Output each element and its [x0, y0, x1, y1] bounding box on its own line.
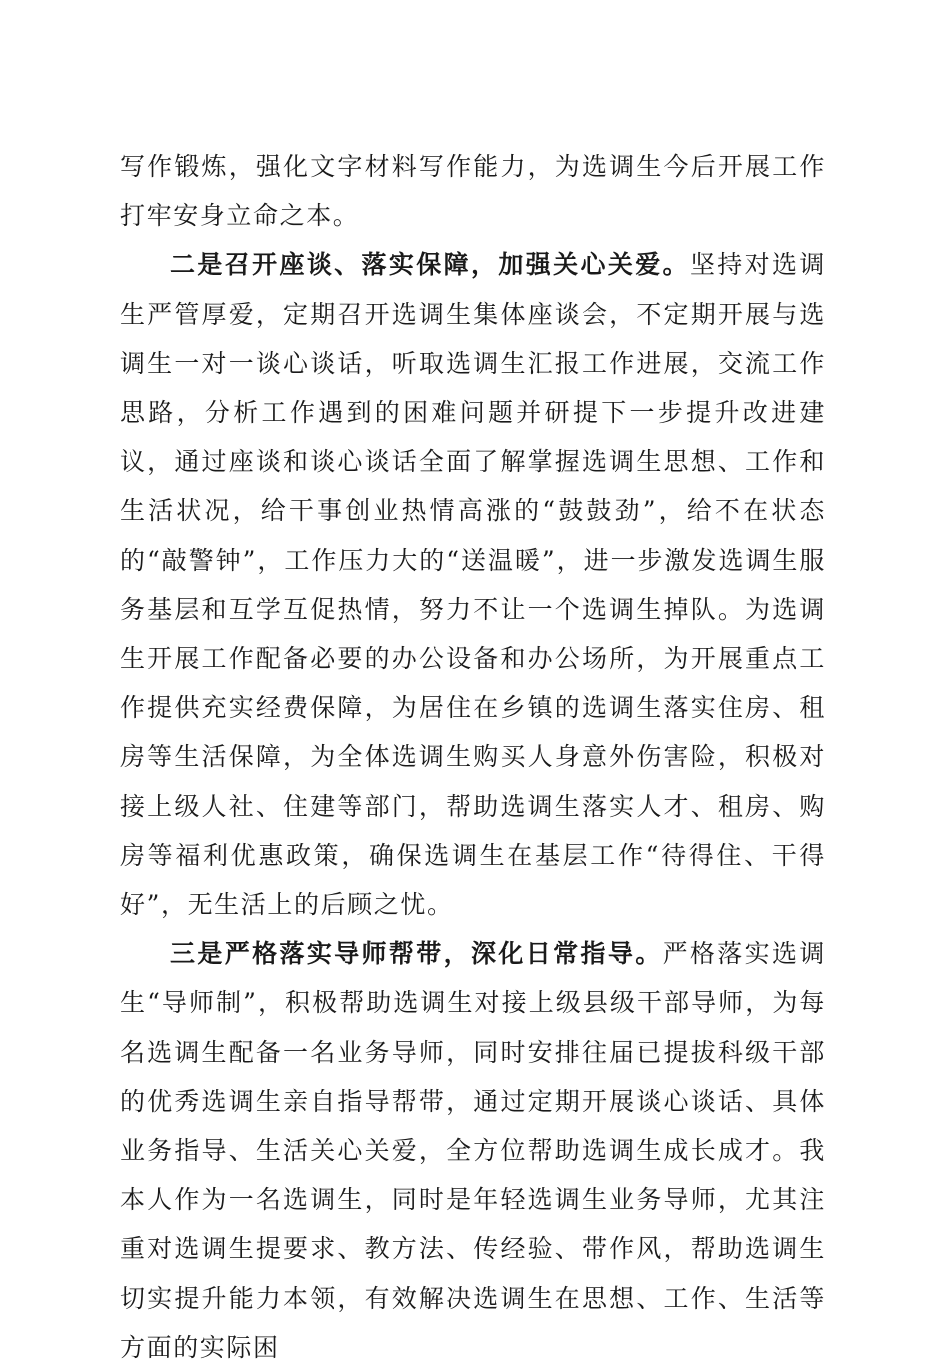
paragraph-lead-heading: 二是召开座谈、落实保障，加强关心关爱。	[170, 250, 690, 280]
paragraph-continuation	[120, 142, 826, 240]
paragraph-point-three	[120, 929, 826, 1372]
paragraph-body: 严格落实选调生“导师制”，积极帮助选调生对接上级县级干部导师，为每名选调生配备一名业务导师，同时安排往届已提拔科级干部的优秀选调生亲自指导帮带，通过定期开展谈心谈话、具体业务指导、生活关心关爱，全方位帮助选调生成长成才。我本人作为一名选调生，同时是年轻选调生业务导师，尤其注重对选调生提要求、教方法、传经验、带作风，帮助选调生切实提升能力本领，有效解决选调生在思想、工作、生活等方面的实际困	[120, 939, 826, 1362]
paragraph-body: 写作锻炼，强化文字材料写作能力，为选调生今后开展工作打牢安身立命之本。	[120, 152, 826, 231]
paragraph-body: 坚持对选调生严管厚爱，定期召开选调生集体座谈会，不定期开展与选调生一对一谈心谈话，听取选调生汇报工作进展，交流工作思路，分析工作遇到的困难问题并研提下一步提升改进建议，通过座谈和谈心谈话全面了解掌握选调生思想、工作和生活状况，给干事创业热情高涨的“鼓鼓劲”，给不在状态的“敲警钟”，工作压力大的“送温暖”，进一步激发选调生服务基层和互学互促热情，努力不让一个选调生掉队。为选调生开展工作配备必要的办公设备和办公场所，为开展重点工作提供充实经费保障，为居住在乡镇的选调生落实住房、租房等生活保障，为全体选调生购买人身意外伤害险，积极对接上级人社、住建等部门，帮助选调生落实人才、租房、购房等福利优惠政策，确保选调生在基层工作“待得住、干得好”，无生活上的后顾之忧。	[120, 250, 826, 920]
paragraph-point-two	[120, 240, 826, 929]
document-body	[120, 142, 826, 1372]
paragraph-lead-heading: 三是严格落实导师帮带，深化日常指导。	[170, 939, 663, 969]
